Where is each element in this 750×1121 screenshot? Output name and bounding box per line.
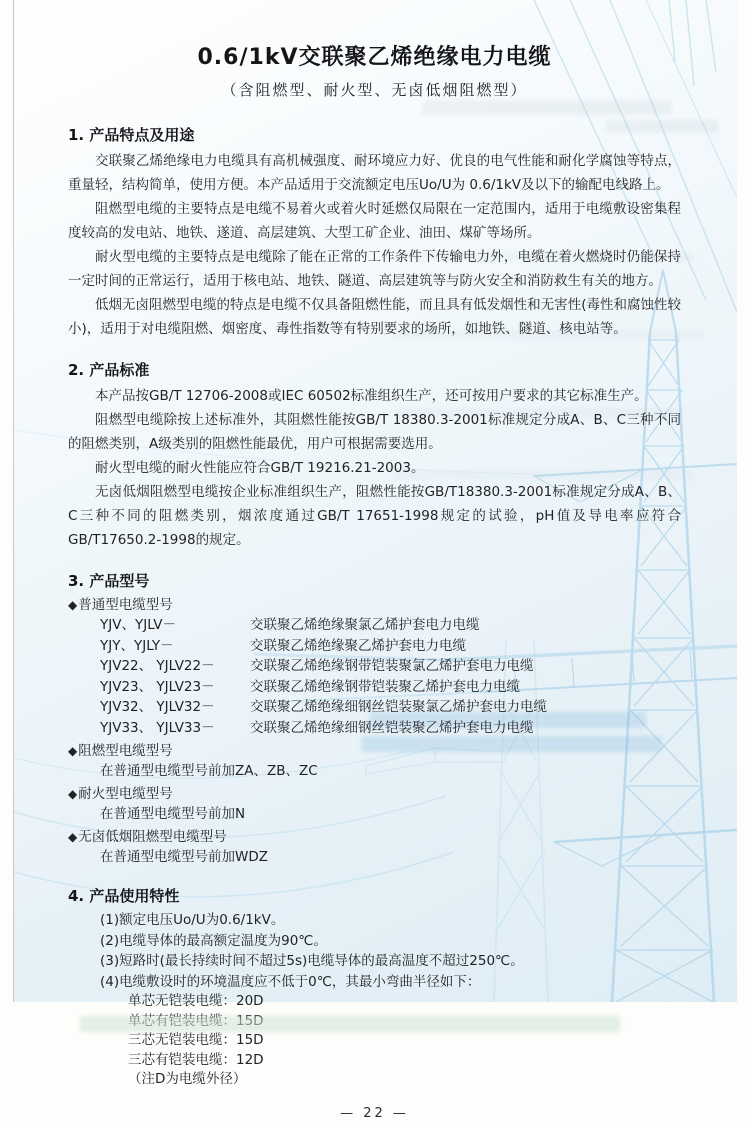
model-type: YJV23、 YJLV23－	[100, 678, 215, 695]
bend-radius-item: 单芯无铠装电缆：20D	[128, 993, 264, 1009]
model-type: YJV33、 YJLV33－	[100, 719, 215, 736]
model-description: 交联聚乙烯绝缘钢带铠装聚乙烯护套电力电缆	[250, 678, 520, 695]
model-type: YJV、YJLV－	[100, 617, 176, 633]
bleedthrough-ghost-bottom	[80, 1016, 620, 1032]
model-description: 交联聚乙烯绝缘钢带铠装聚氯乙烯护套电力电缆	[250, 658, 534, 674]
model-group-fire-resistant	[68, 784, 681, 804]
model-group-label: 耐火型电缆型号	[78, 786, 173, 802]
paragraph: 阻燃型电缆的主要特点是电缆不易着火或着火时延燃仅局限在一定范围内，适用于电缆敷设密集程度较高的发电站、地铁、遂道、高层建筑、大型工矿企业、油田、煤矿等场所。	[68, 201, 681, 241]
section-heading-features: 1. 产品特点及用途	[68, 126, 195, 144]
bend-radius-note: （注D为电缆外径）	[128, 1071, 247, 1087]
model-group-note: 在普通型电缆型号前加WDZ	[100, 849, 268, 865]
model-group-label: 无卤低烟阻燃型电缆型号	[78, 829, 227, 845]
model-description: 交联聚乙烯绝缘聚乙烯护套电力电缆	[250, 637, 466, 654]
section-standards	[68, 359, 681, 552]
diamond-bullet-icon: ◆	[68, 787, 78, 801]
model-type: YJV32、 YJLV32－	[100, 699, 215, 715]
scanned-page	[14, 0, 737, 1121]
bend-radius-item: 三芯无铠装电缆：15D	[128, 1032, 264, 1048]
page-title: 0.6/1kV交联聚乙烯绝缘电力电缆	[197, 45, 552, 70]
bend-radius-list	[128, 992, 681, 1090]
paragraph: 耐火型电缆的主要特点是电缆除了能在正常的工作条件下传输电力外，电缆在着火燃烧时仍能保持一定时间的正常运行，适用于核电站、地铁、隧道、高层建筑等与防火安全和消防救生有关的地方。	[68, 249, 681, 289]
model-description: 交联聚乙烯绝缘聚氯乙烯护套电力电缆	[250, 617, 480, 633]
model-list	[100, 615, 681, 738]
paragraph: 无卤低烟阻燃型电缆按企业标准组织生产，阻燃性能按GB/T18380.3-2001标准规定分成A、B、C三种不同的阻燃类别，烟浓度通过GB/T 17651-1998规定的试验，pH值及导电率应符合GB/T17650.2-1998的规定。	[68, 484, 681, 548]
section-heading-models: 3. 产品型号	[68, 572, 150, 590]
model-group-label: 普通型电缆型号	[78, 597, 173, 613]
page-number: — 22 —	[340, 1105, 409, 1121]
model-row	[100, 636, 681, 657]
model-description: 交联聚乙烯绝缘细钢丝铠装聚乙烯护套电力电缆	[250, 719, 534, 736]
paragraph: 低烟无卤阻燃型电缆的特点是电缆不仅具备阻燃性能，而且具有低发烟性和无害性(毒性和腐蚀性较小)，适用于对电缆阻燃、烟密度、毒性指数等有特别要求的场所，如地铁、隧道、核电站等。	[68, 297, 681, 337]
model-group-note: 在普通型电缆型号前加ZA、ZB、ZC	[100, 763, 318, 779]
model-description: 交联聚乙烯绝缘细钢丝铠装聚氯乙烯护套电力电缆	[250, 699, 547, 715]
section-usage	[68, 885, 681, 1090]
model-group-note: 在普通型电缆型号前加N	[100, 806, 246, 822]
model-type: YJY、YJLY－	[100, 637, 174, 654]
usage-item: (1)额定电压Uo/U为0.6/1kV。	[100, 912, 285, 928]
model-row	[100, 677, 681, 698]
diamond-bullet-icon: ◆	[68, 744, 78, 758]
diamond-bullet-icon: ◆	[68, 598, 78, 612]
model-row	[100, 718, 681, 739]
model-row	[100, 697, 681, 718]
paragraph: 本产品按GB/T 12706-2008或IEC 60502标准组织生产，还可按用户要求的其它标准生产。	[95, 388, 648, 404]
section-heading-usage: 4. 产品使用特性	[68, 887, 180, 905]
usage-list	[100, 910, 681, 992]
usage-item: (2)电缆导体的最高额定温度为90℃。	[100, 932, 327, 949]
usage-item: (4)电缆敷设时的环境温度应不低于0℃，其最小弯曲半径如下：	[100, 973, 481, 990]
bend-radius-item: 三芯有铠装电缆：12D	[128, 1051, 264, 1068]
paragraph: 耐火型电缆的耐火性能应符合GB/T 19216.21-2003。	[95, 460, 425, 476]
model-type: YJV22、 YJLV22－	[100, 658, 215, 674]
model-group-label: 阻燃型电缆型号	[78, 743, 173, 759]
paragraph: 阻燃型电缆除按上述标准外，其阻燃性能按GB/T 18380.3-2001标准规定分成A、B、C三种不同的阻燃类别，A级类别的阻燃性能最优，用户可根据需要选用。	[68, 412, 681, 452]
paragraph: 交联聚乙烯绝缘电力电缆具有高机械强度、耐环境应力好、优良的电气性能和耐化学腐蚀等特点，重量轻，结构简单，使用方便。本产品适用于交流额定电压Uo/U为 0.6/1kV及以下的输配电线路上。	[68, 153, 681, 193]
section-features	[68, 124, 681, 341]
document-content	[14, 0, 737, 1121]
page-subtitle: （含阻燃型、耐火型、无卤低烟阻燃型）	[221, 81, 528, 99]
model-group-ordinary	[68, 595, 681, 615]
diamond-bullet-icon: ◆	[68, 830, 78, 844]
section-models	[68, 570, 681, 867]
model-group-flame-retardant	[68, 741, 681, 761]
section-heading-standards: 2. 产品标准	[68, 361, 150, 379]
model-row	[100, 656, 681, 677]
model-row	[100, 615, 681, 636]
model-group-lszh	[68, 827, 681, 847]
usage-item: (3)短路时(最长持续时间不超过5s)电缆导体的最高温度不超过250℃。	[100, 953, 524, 969]
